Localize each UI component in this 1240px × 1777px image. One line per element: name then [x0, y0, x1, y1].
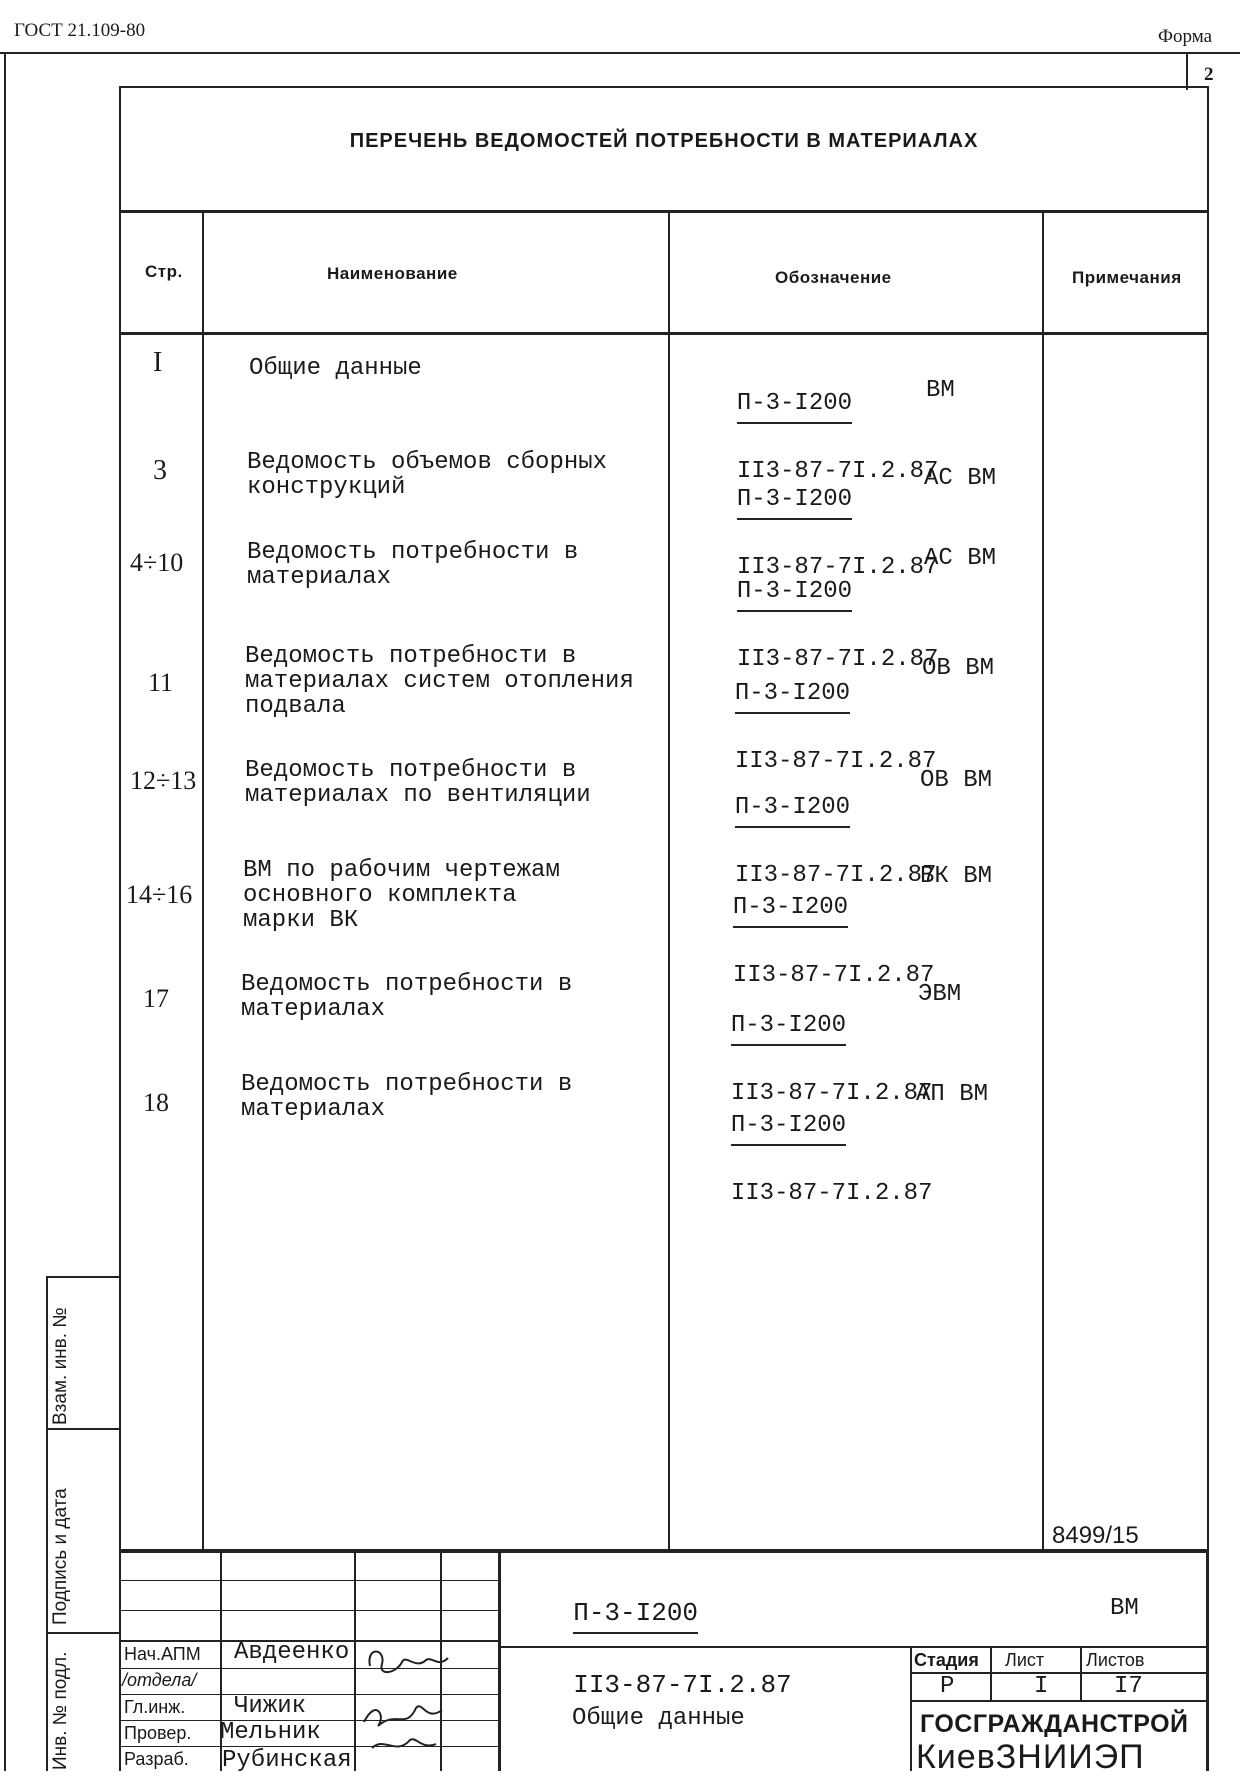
- row-page: 17: [143, 984, 169, 1013]
- role-nach: Нач.АПМ: [124, 1644, 201, 1664]
- institute-name: КиевЗНИИЭП: [916, 1738, 1145, 1776]
- header-bottom-line: [119, 332, 1209, 335]
- row-name: Ведомость потребности в материалах систем отопления подвала: [245, 643, 634, 720]
- top-border: [0, 52, 1240, 54]
- row-page: 3: [153, 455, 167, 486]
- row-page: I: [153, 347, 163, 378]
- designation-code: II3-87-7I.2.87: [736, 554, 939, 581]
- side-stamp-top-line: [46, 1276, 119, 1278]
- document-title: ПЕРЕЧЕНЬ ВЕДОМОСТЕЙ ПОТРЕБНОСТИ В МАТЕРИАЛАХ: [349, 130, 979, 152]
- stage-label: Стадия: [914, 1650, 979, 1670]
- designation-series: П-3-I200: [737, 484, 852, 520]
- designation-series: П-3-I200: [731, 1110, 846, 1146]
- sig-row-line: [119, 1610, 499, 1611]
- row-mark: ЭВМ: [918, 981, 962, 1008]
- row-mark: АП ВМ: [916, 1081, 989, 1108]
- row-name: Ведомость объемов сборных конструкций: [247, 449, 608, 501]
- side-label-podpis: Подпись и дата: [50, 1488, 71, 1625]
- designation-series: П-3-I200: [737, 576, 852, 612]
- row-mark: АС ВМ: [924, 465, 997, 492]
- role-razrab: Разраб.: [124, 1749, 189, 1769]
- forma-number: 2: [1204, 64, 1214, 85]
- row-name: ВМ по рабочим чертежам основного комплекта марки ВК: [243, 857, 560, 934]
- row-mark: ОВ ВМ: [922, 655, 995, 682]
- row-name: Ведомость потребности в материалах по вентиляции: [245, 757, 591, 809]
- column-header-notes: Примечания: [1072, 268, 1182, 287]
- column-header-page: Стр.: [145, 262, 183, 281]
- stage-row-2: [910, 1700, 1208, 1702]
- stage-col-1: [990, 1648, 992, 1702]
- row-page: 4÷10: [130, 548, 184, 577]
- designation-code: II3-87-7I.2.87: [730, 1080, 933, 1107]
- name-melnik: Мельник: [220, 1719, 321, 1746]
- designation-code: II3-87-7I.2.87: [732, 962, 935, 989]
- titleblock-code: II3-87-7I.2.87: [573, 1670, 792, 1700]
- designation-series: П-3-I200: [733, 892, 848, 928]
- side-stamp-left-line: [46, 1276, 48, 1771]
- titleblock-designation: [542, 1562, 792, 1702]
- row-page: 14÷16: [126, 880, 193, 909]
- sheet-name: Общие данные: [572, 1705, 745, 1732]
- designation-series: П-3-I200: [731, 1010, 846, 1046]
- forma-label: Форма: [1158, 26, 1213, 47]
- signature-scribbles: [356, 1640, 496, 1771]
- left-border: [4, 54, 6, 1771]
- col-divider-3: [1042, 212, 1044, 1552]
- sheets-label: Листов: [1086, 1650, 1145, 1670]
- designation-series: П-3-I200: [735, 792, 850, 828]
- name-avdeenko: Авдеенко: [234, 1639, 350, 1666]
- organization-name: ГОСГРАЖДАНСТРОЙ: [920, 1710, 1189, 1738]
- sheet-label: Лист: [1005, 1650, 1045, 1670]
- row-designation: [704, 860, 934, 992]
- titleblock-series: П-3-I200: [573, 1596, 698, 1634]
- designation-code: II3-87-7I.2.87: [734, 862, 937, 889]
- stage-value: Р: [940, 1673, 955, 1700]
- titleblock-top: [119, 1550, 1209, 1553]
- role-prover: Провер.: [124, 1723, 192, 1743]
- row-designation: [706, 646, 936, 778]
- sheets-value: I7: [1114, 1673, 1143, 1700]
- sheet-value: I: [1034, 1673, 1049, 1700]
- col-divider-2: [668, 212, 670, 1552]
- side-label-vzam: Взам. инв. №: [50, 1307, 71, 1425]
- row-mark: ВМ: [926, 377, 955, 404]
- side-stamp-divider-2: [46, 1632, 119, 1634]
- side-label-inv-podl: Инв. № подл.: [50, 1651, 71, 1770]
- designation-code: II3-87-7I.2.87: [736, 646, 939, 673]
- header-top-line: [119, 210, 1209, 213]
- side-stamp-divider-1: [46, 1428, 119, 1430]
- row-mark: ВК ВМ: [920, 863, 993, 890]
- row-mark: АС ВМ: [924, 545, 997, 572]
- row-name: Ведомость потребности в материалах: [241, 971, 573, 1023]
- sig-col-4: [498, 1552, 501, 1771]
- forma-divider: [1186, 54, 1188, 90]
- column-header-designation: Обозначение: [775, 268, 892, 287]
- titleblock-right: [1206, 1550, 1209, 1771]
- stage-row-1: [910, 1672, 1208, 1674]
- column-header-name: Наименование: [327, 264, 458, 283]
- role-gl-inzh: Гл.инж.: [124, 1697, 186, 1717]
- row-name: Общие данные: [249, 355, 422, 382]
- row-page: 12÷13: [130, 766, 197, 795]
- stage-col-2: [1080, 1648, 1082, 1702]
- stage-col-left: [910, 1648, 912, 1771]
- sig-row-line: [119, 1580, 499, 1581]
- col-divider-1: [202, 212, 204, 1552]
- inventory-number: 8499/15: [1052, 1522, 1139, 1549]
- main-frame: [119, 86, 1209, 1551]
- titleblock-mark: ВМ: [1110, 1595, 1139, 1622]
- designation-code: II3-87-7I.2.87: [736, 458, 939, 485]
- designation-series: П-3-I200: [735, 678, 850, 714]
- name-rubinskaya: Рубинская: [222, 1747, 352, 1774]
- row-mark: ОВ ВМ: [920, 767, 993, 794]
- designation-code: II3-87-7I.2.87: [734, 748, 937, 775]
- titleblock-mid-line: [498, 1646, 1208, 1648]
- row-designation: [702, 1078, 932, 1210]
- designation-series: П-3-I200: [737, 388, 852, 424]
- designation-code: II3-87-7I.2.87: [730, 1180, 933, 1207]
- name-chizhik: Чижик: [234, 1693, 307, 1720]
- row-name: Ведомость потребности в материалах: [247, 539, 579, 591]
- titleblock-left: [119, 1550, 121, 1771]
- row-name: Ведомость потребности в материалах: [241, 1071, 573, 1123]
- row-page: 11: [148, 668, 174, 697]
- row-page: 18: [143, 1088, 169, 1117]
- gost-label: ГОСТ 21.109-80: [14, 20, 146, 41]
- role-otdela: /отдела/: [122, 1670, 197, 1690]
